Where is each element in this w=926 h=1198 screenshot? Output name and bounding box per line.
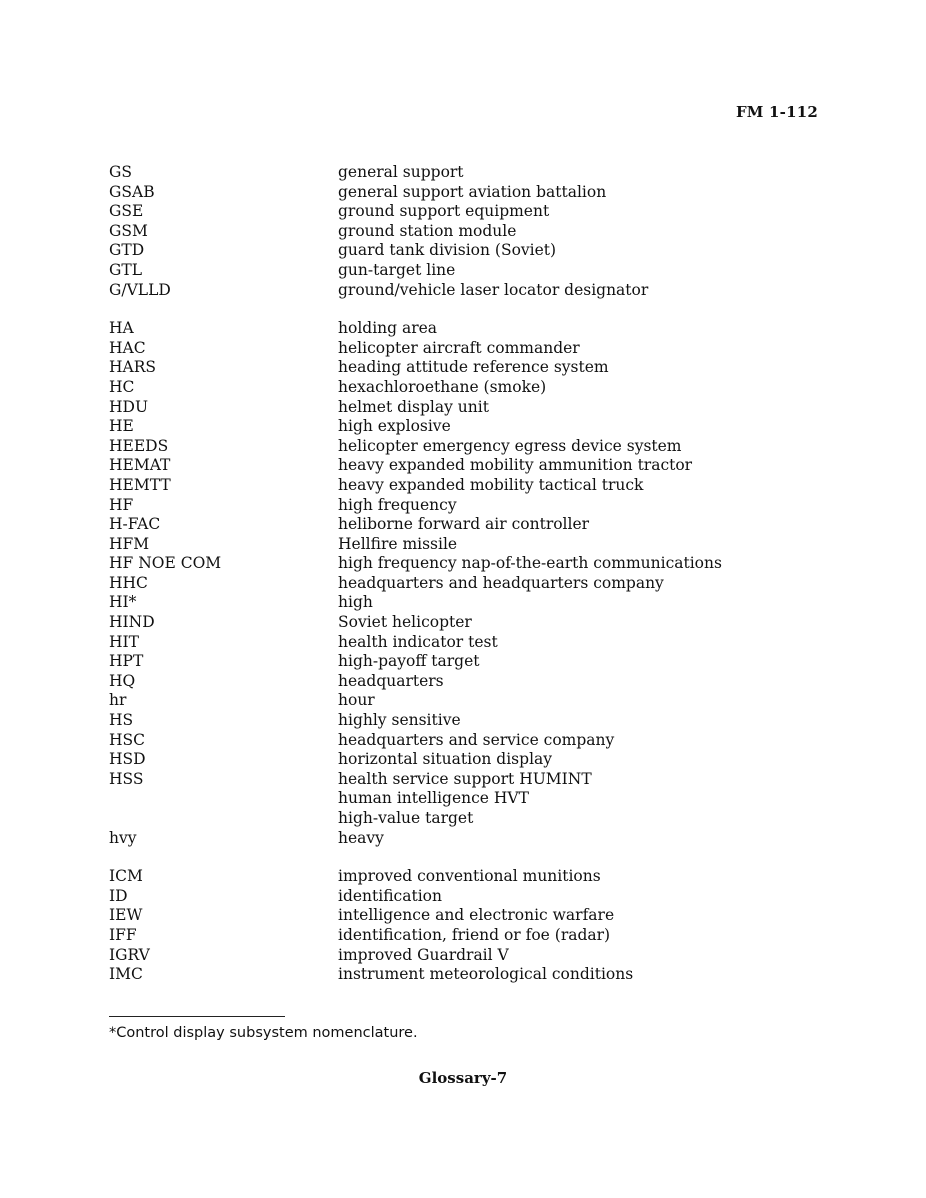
glossary-definition: heliborne forward air controller — [338, 515, 590, 534]
glossary-definitions — [338, 691, 375, 711]
glossary-term: HE — [109, 417, 134, 436]
glossary-definition: hexachloroethane (smoke) — [338, 377, 547, 396]
glossary-term: GTD — [109, 241, 145, 260]
glossary-term: IMC — [109, 965, 143, 984]
glossary-definition: identification — [338, 886, 442, 905]
glossary-definition: headquarters — [338, 671, 444, 690]
glossary-term: hvy — [109, 828, 137, 847]
glossary-definition: high — [338, 593, 373, 612]
glossary-term: HSC — [109, 730, 145, 749]
glossary-definitions — [338, 222, 516, 242]
glossary-definition: ground support equipment — [338, 202, 550, 221]
glossary-definition: intelligence and electronic warfare — [338, 906, 615, 925]
glossary-entry — [109, 476, 809, 496]
glossary-term: GS — [109, 163, 133, 181]
glossary-entry — [109, 946, 809, 966]
glossary-term: ICM — [109, 867, 143, 886]
glossary-entry — [109, 339, 809, 359]
glossary-definition: Hellfire missile — [338, 534, 458, 553]
glossary-definitions — [338, 593, 373, 613]
glossary-definitions — [338, 183, 606, 203]
glossary-entry — [109, 163, 809, 183]
glossary-term: HEMAT — [109, 456, 171, 475]
glossary-term: IFF — [109, 925, 137, 944]
glossary-definitions — [338, 829, 384, 849]
glossary-term: HIT — [109, 632, 139, 651]
glossary-entry — [109, 398, 809, 418]
glossary-definition: hour — [338, 691, 375, 710]
glossary-definitions — [338, 613, 472, 633]
glossary-entry — [109, 496, 809, 516]
glossary-entry — [109, 672, 809, 692]
glossary-definitions — [338, 163, 464, 183]
glossary-term: HI* — [109, 593, 137, 612]
glossary-entry — [109, 829, 809, 849]
glossary-definitions — [338, 946, 509, 966]
glossary-definitions — [338, 965, 633, 985]
glossary-definitions — [338, 496, 457, 516]
glossary-entry — [109, 437, 809, 457]
glossary-definition: guard tank division (Soviet) — [338, 241, 557, 260]
glossary-definition: identification, friend or foe (radar) — [338, 925, 611, 944]
glossary-term: HIND — [109, 613, 155, 632]
glossary-definitions — [338, 319, 437, 339]
glossary-definition: heavy expanded mobility ammunition tractor — [338, 456, 693, 475]
glossary-term: HSS — [109, 769, 144, 788]
glossary-definition: health service support HUMINT — [338, 769, 592, 788]
glossary-definition: instrument meteorological conditions — [338, 965, 634, 984]
glossary-term: G/VLLD — [109, 280, 171, 299]
glossary-definitions — [338, 398, 489, 418]
glossary-entry — [109, 261, 809, 281]
glossary-definitions — [338, 554, 722, 574]
glossary-term: GSM — [109, 221, 148, 240]
glossary-term: GTL — [109, 260, 143, 279]
glossary-entry — [109, 731, 809, 751]
glossary-definitions — [338, 711, 461, 731]
glossary-entry — [109, 906, 809, 926]
glossary-definitions — [338, 652, 479, 672]
glossary-entry — [109, 456, 809, 476]
glossary-entry — [109, 965, 809, 985]
glossary-entry — [109, 417, 809, 437]
glossary-definition: heading attitude reference system — [338, 358, 609, 377]
glossary-definition: high-payoff target — [338, 652, 480, 671]
glossary-entry — [109, 613, 809, 633]
glossary-list — [109, 163, 809, 1004]
glossary-definitions — [338, 731, 614, 751]
glossary-definitions — [338, 672, 444, 692]
glossary-definition: holding area — [338, 319, 438, 338]
glossary-term: HF NOE COM — [109, 554, 222, 573]
glossary-entry — [109, 691, 809, 711]
glossary-entry — [109, 241, 809, 261]
glossary-definition: general support — [338, 163, 464, 181]
glossary-term: HPT — [109, 652, 144, 671]
glossary-term: HF — [109, 495, 134, 514]
glossary-definition: heavy — [338, 828, 384, 847]
glossary-definitions — [338, 437, 682, 457]
glossary-entry — [109, 593, 809, 613]
glossary-definition: human intelligence HVT — [338, 789, 529, 808]
glossary-term: HDU — [109, 397, 149, 416]
page-number: Glossary-7 — [418, 1069, 508, 1087]
glossary-entry — [109, 183, 809, 203]
glossary-term: HA — [109, 319, 134, 338]
glossary-definitions — [338, 339, 580, 359]
glossary-definitions — [338, 281, 648, 301]
glossary-entry — [109, 319, 809, 339]
glossary-entry — [109, 554, 809, 574]
glossary-definitions — [338, 887, 442, 907]
glossary-entry — [109, 867, 809, 887]
glossary-definitions — [338, 535, 457, 555]
glossary-term: H-FAC — [109, 515, 161, 534]
glossary-definition: high explosive — [338, 417, 451, 436]
glossary-term: HAC — [109, 338, 146, 357]
glossary-definitions — [338, 261, 455, 281]
glossary-definition: helicopter aircraft commander — [338, 338, 580, 357]
glossary-term: GSAB — [109, 182, 155, 201]
glossary-term: HSD — [109, 750, 146, 769]
glossary-definition: high frequency nap-of-the-earth communications — [338, 554, 722, 573]
glossary-definitions — [338, 750, 552, 770]
glossary-definition: Soviet helicopter — [338, 613, 472, 632]
document-id: FM 1-112 — [735, 103, 818, 121]
glossary-definitions — [338, 202, 549, 222]
glossary-group — [109, 319, 809, 848]
glossary-term: HHC — [109, 573, 148, 592]
glossary-entry — [109, 652, 809, 672]
glossary-definition: horizontal situation display — [338, 750, 553, 769]
glossary-group — [109, 163, 809, 300]
footnote: *Control display subsystem nomenclature. — [109, 1025, 418, 1041]
glossary-entry — [109, 711, 809, 731]
glossary-definitions — [338, 906, 614, 926]
glossary-term: HQ — [109, 671, 136, 690]
glossary-entry — [109, 515, 809, 535]
glossary-definition: highly sensitive — [338, 711, 461, 730]
glossary-entry — [109, 574, 809, 594]
glossary-definition: heavy expanded mobility tactical truck — [338, 475, 644, 494]
glossary-definition: improved conventional munitions — [338, 867, 601, 886]
glossary-definition: improved Guardrail V — [338, 945, 509, 964]
glossary-entry — [109, 202, 809, 222]
glossary-definition: ground station module — [338, 221, 517, 240]
glossary-definitions — [338, 241, 556, 261]
glossary-term: HARS — [109, 358, 156, 377]
glossary-entry — [109, 535, 809, 555]
glossary-term: HFM — [109, 534, 150, 553]
glossary-definition: health indicator test — [338, 632, 498, 651]
glossary-entry — [109, 222, 809, 242]
glossary-term: HEMTT — [109, 475, 171, 494]
glossary-term: IGRV — [109, 945, 150, 964]
glossary-entry — [109, 926, 809, 946]
glossary-definitions — [338, 476, 643, 496]
glossary-definitions — [338, 358, 609, 378]
glossary-definitions — [338, 378, 546, 398]
glossary-definitions — [338, 770, 592, 829]
glossary-group — [109, 867, 809, 985]
glossary-definitions — [338, 515, 589, 535]
glossary-definition: headquarters and headquarters company — [338, 573, 664, 592]
glossary-term: HS — [109, 711, 134, 730]
glossary-term: IEW — [109, 906, 143, 925]
glossary-definition: general support aviation battalion — [338, 182, 607, 201]
glossary-definitions — [338, 574, 664, 594]
glossary-definitions — [338, 456, 692, 476]
glossary-entry — [109, 378, 809, 398]
glossary-term: HC — [109, 377, 135, 396]
glossary-definition: headquarters and service company — [338, 730, 615, 749]
glossary-definition: high frequency — [338, 495, 457, 514]
glossary-entry — [109, 770, 809, 829]
glossary-entry — [109, 281, 809, 301]
glossary-definitions — [338, 926, 610, 946]
glossary-definition: helicopter emergency egress device system — [338, 436, 682, 455]
glossary-term: ID — [109, 886, 128, 905]
glossary-definitions — [338, 867, 601, 887]
glossary-term: hr — [109, 691, 127, 710]
glossary-definitions — [338, 417, 451, 437]
glossary-definition: helmet display unit — [338, 397, 489, 416]
glossary-term: HEEDS — [109, 436, 169, 455]
glossary-definition: gun-target line — [338, 260, 456, 279]
glossary-entry — [109, 633, 809, 653]
footnote-divider — [109, 1016, 285, 1017]
glossary-entry — [109, 358, 809, 378]
glossary-entry — [109, 750, 809, 770]
glossary-definitions — [338, 633, 498, 653]
glossary-entry — [109, 887, 809, 907]
glossary-definition: ground/vehicle laser locator designator — [338, 280, 649, 299]
glossary-term: GSE — [109, 202, 144, 221]
glossary-definition: high-value target — [338, 809, 474, 827]
